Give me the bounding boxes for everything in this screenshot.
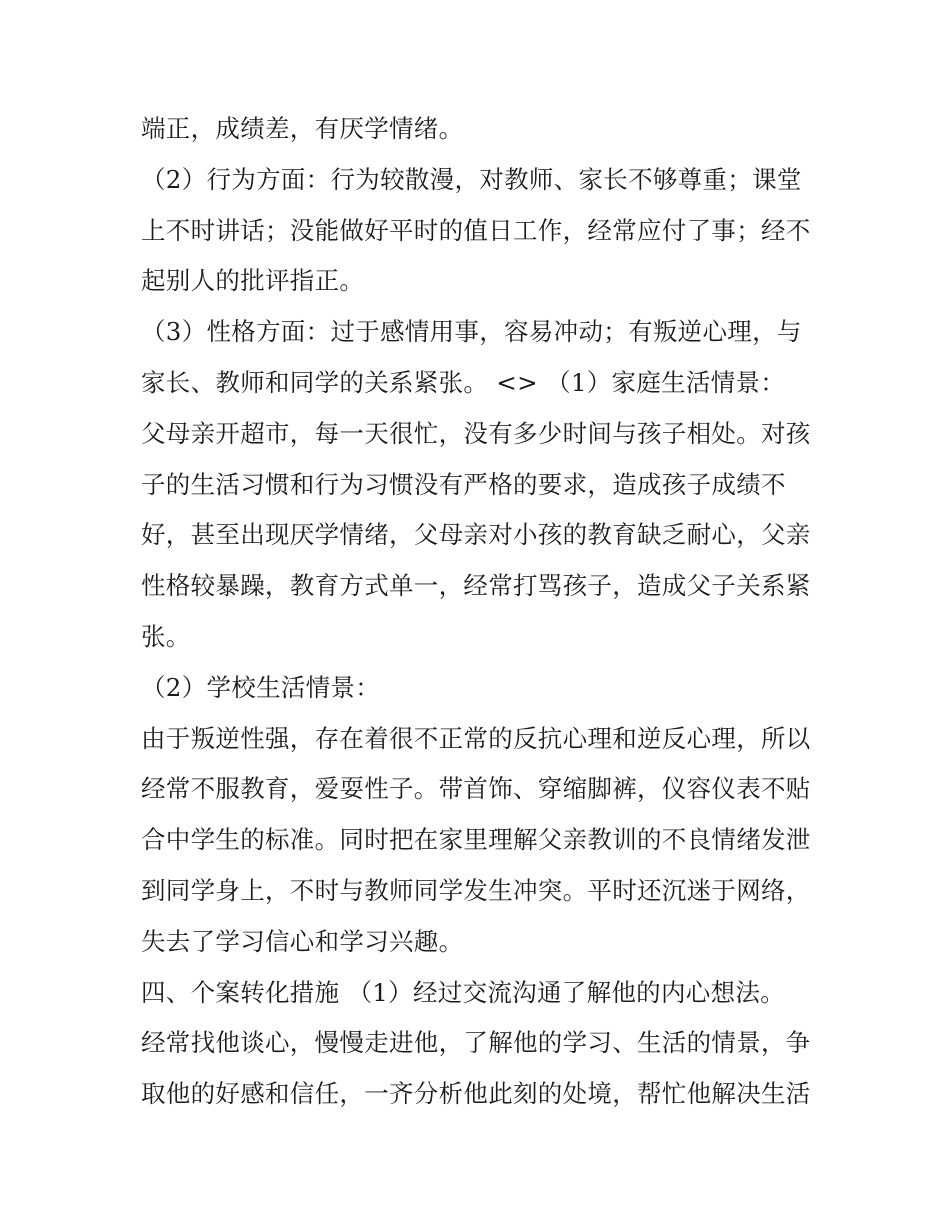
text-line: 父母亲开超市，每一天很忙，没有多少时间与孩子相处。对孩 (141, 418, 811, 448)
text-line: 到同学身上，不时与教师同学发生冲突。平时还沉迷于网络， (141, 875, 811, 905)
text-line: 四、个案转化措施 （1）经过交流沟通了解他的内心想法。 (141, 977, 785, 1007)
text-line: 张。 (141, 621, 191, 651)
document-body (141, 104, 821, 1120)
text-line: 端正，成绩差，有厌学情绪。 (141, 114, 464, 143)
text-line: 子的生活习惯和行为习惯没有严格的要求，造成孩子成绩不 (141, 469, 786, 499)
text-line: 经常不服教育，爱耍性子。带首饰、穿缩脚裤，仪容仪表不贴 (141, 774, 811, 804)
text-line: 经常找他谈心，慢慢走进他，了解他的学习、生活的情景，争 (141, 1028, 811, 1058)
text-line: 上不时讲话；没能做好平时的值日工作，经常应付了事；经不 (141, 215, 811, 245)
text-line: （3）性格方面：过于感情用事，容易冲动；有叛逆心理，与 (141, 317, 802, 347)
text-line: 起别人的批评指正。 (141, 266, 365, 296)
text-line: 由于叛逆性强，存在着很不正常的反抗心理和逆反心理，所以 (141, 723, 811, 753)
text-line: 性格较暴躁，教育方式单一，经常打骂孩子，造成父子关系紧 (141, 571, 811, 601)
text-line: （2）行为方面：行为较散漫，对教师、家长不够尊重；课堂 (141, 164, 802, 194)
text-line: 失去了学习信心和学习兴趣。 (141, 926, 464, 956)
text-line: 取他的好感和信任，一齐分析他此刻的处境，帮忙他解决生活 (141, 1079, 811, 1109)
text-line: 家长、教师和同学的关系紧张。 <> （1）家庭生活情景： (141, 367, 786, 397)
text-line: （2）学校生活情景： (141, 672, 381, 702)
text-line: 好，甚至出现厌学情绪，父母亲对小孩的教育缺乏耐心，父亲 (141, 520, 811, 550)
text-line: 合中学生的标准。同时把在家里理解父亲教训的不良情绪发泄 (141, 825, 811, 855)
